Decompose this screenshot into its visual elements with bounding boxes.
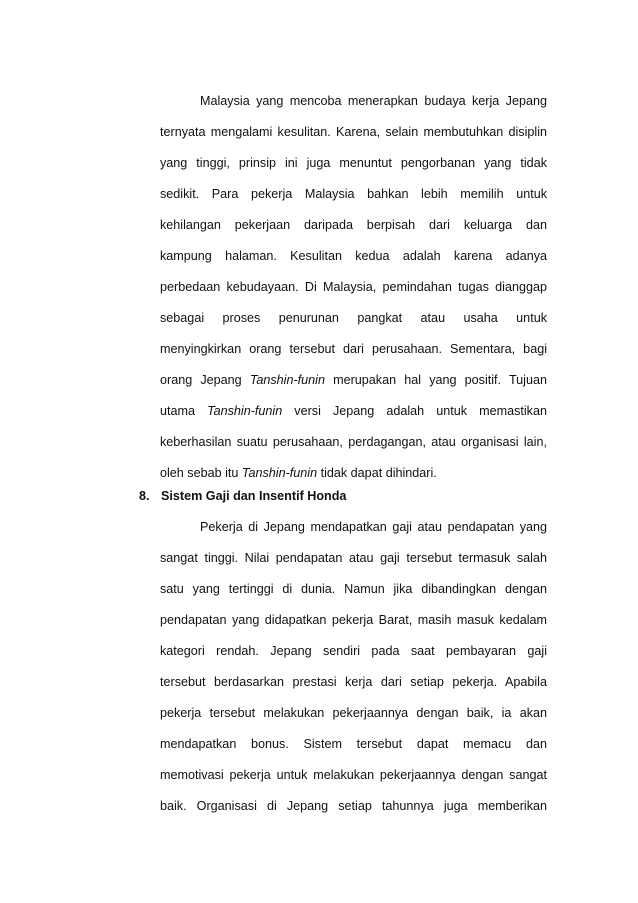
text-segment: satu yang tertinggi di dunia. Namun jika dibandingkan dengan — [160, 582, 547, 596]
text-line — [160, 636, 547, 667]
text-segment: oleh sebab itu — [160, 466, 242, 480]
text-line — [160, 272, 547, 303]
text-line — [160, 760, 547, 791]
text-line — [160, 148, 547, 179]
text-line — [160, 667, 547, 698]
text-line — [160, 574, 547, 605]
text-segment: Malaysia yang mencoba menerapkan budaya kerja Jepang — [200, 94, 547, 108]
text-segment: yang tinggi, prinsip ini juga menuntut pengorbanan yang tidak — [160, 156, 547, 170]
text-segment: sangat tinggi. Nilai pendapatan atau gaji tersebut termasuk salah — [160, 551, 547, 565]
text-segment: kategori rendah. Jepang sendiri pada saat pembayaran gaji — [160, 644, 547, 658]
text-line — [160, 303, 547, 334]
text-segment: sebagai proses penurunan pangkat atau usaha untuk — [160, 311, 547, 325]
text-line — [160, 512, 547, 543]
section-title: Sistem Gaji dan Insentif Honda — [161, 489, 347, 503]
text-line — [160, 179, 547, 210]
text-segment: utama — [160, 404, 208, 418]
italic-term: Tanshin-funin — [249, 373, 325, 387]
paragraph-tanshin-funin — [160, 86, 547, 489]
text-line — [160, 86, 547, 117]
text-line — [160, 543, 547, 574]
text-line — [160, 210, 547, 241]
text-segment: keberhasilan suatu perusahaan, perdagangan, atau organisasi lain, — [160, 435, 547, 449]
section-heading — [139, 486, 346, 506]
text-segment: pendapatan yang didapatkan pekerja Barat, masih masuk kedalam — [160, 613, 547, 627]
text-segment: memotivasi pekerja untuk melakukan pekerjaannya dengan sangat — [160, 768, 547, 782]
text-segment: tidak dapat dihindari. — [317, 466, 437, 480]
text-segment: orang Jepang — [160, 373, 250, 387]
text-segment: mendapatkan bonus. Sistem tersebut dapat memacu dan — [160, 737, 547, 751]
text-line — [160, 458, 547, 489]
italic-term: Tanshin-funin — [207, 404, 283, 418]
text-segment: versi Jepang adalah untuk memastikan — [282, 404, 547, 418]
text-segment: merupakan hal yang positif. Tujuan — [324, 373, 547, 387]
text-segment: kehilangan pekerjaan daripada berpisah dari keluarga dan — [160, 218, 547, 232]
text-segment: tersebut berdasarkan prestasi kerja dari setiap pekerja. Apabila — [160, 675, 547, 689]
text-line — [160, 791, 547, 822]
text-segment: Pekerja di Jepang mendapatkan gaji atau pendapatan yang — [200, 520, 547, 534]
text-segment: perbedaan kebudayaan. Di Malaysia, pemindahan tugas dianggap — [160, 280, 547, 294]
paragraph-sistem-gaji — [160, 512, 547, 822]
text-line — [160, 698, 547, 729]
text-segment: ternyata mengalami kesulitan. Karena, selain membutuhkan disiplin — [160, 125, 547, 139]
text-line — [160, 241, 547, 272]
text-segment: baik. Organisasi di Jepang setiap tahunnya juga memberikan — [160, 799, 547, 813]
text-segment: pekerja tersebut melakukan pekerjaannya dengan baik, ia akan — [160, 706, 547, 720]
text-line — [160, 365, 547, 396]
text-line — [160, 117, 547, 148]
text-segment: menyingkirkan orang tersebut dari perusahaan. Sementara, bagi — [160, 342, 547, 356]
text-segment: kampung halaman. Kesulitan kedua adalah karena adanya — [160, 249, 547, 263]
italic-term: Tanshin-funin — [241, 466, 318, 480]
text-line — [160, 334, 547, 365]
text-line — [160, 427, 547, 458]
text-segment: sedikit. Para pekerja Malaysia bahkan lebih memilih untuk — [160, 187, 547, 201]
text-line — [160, 605, 547, 636]
text-line — [160, 396, 547, 427]
section-number: 8. — [139, 489, 150, 503]
text-line — [160, 729, 547, 760]
